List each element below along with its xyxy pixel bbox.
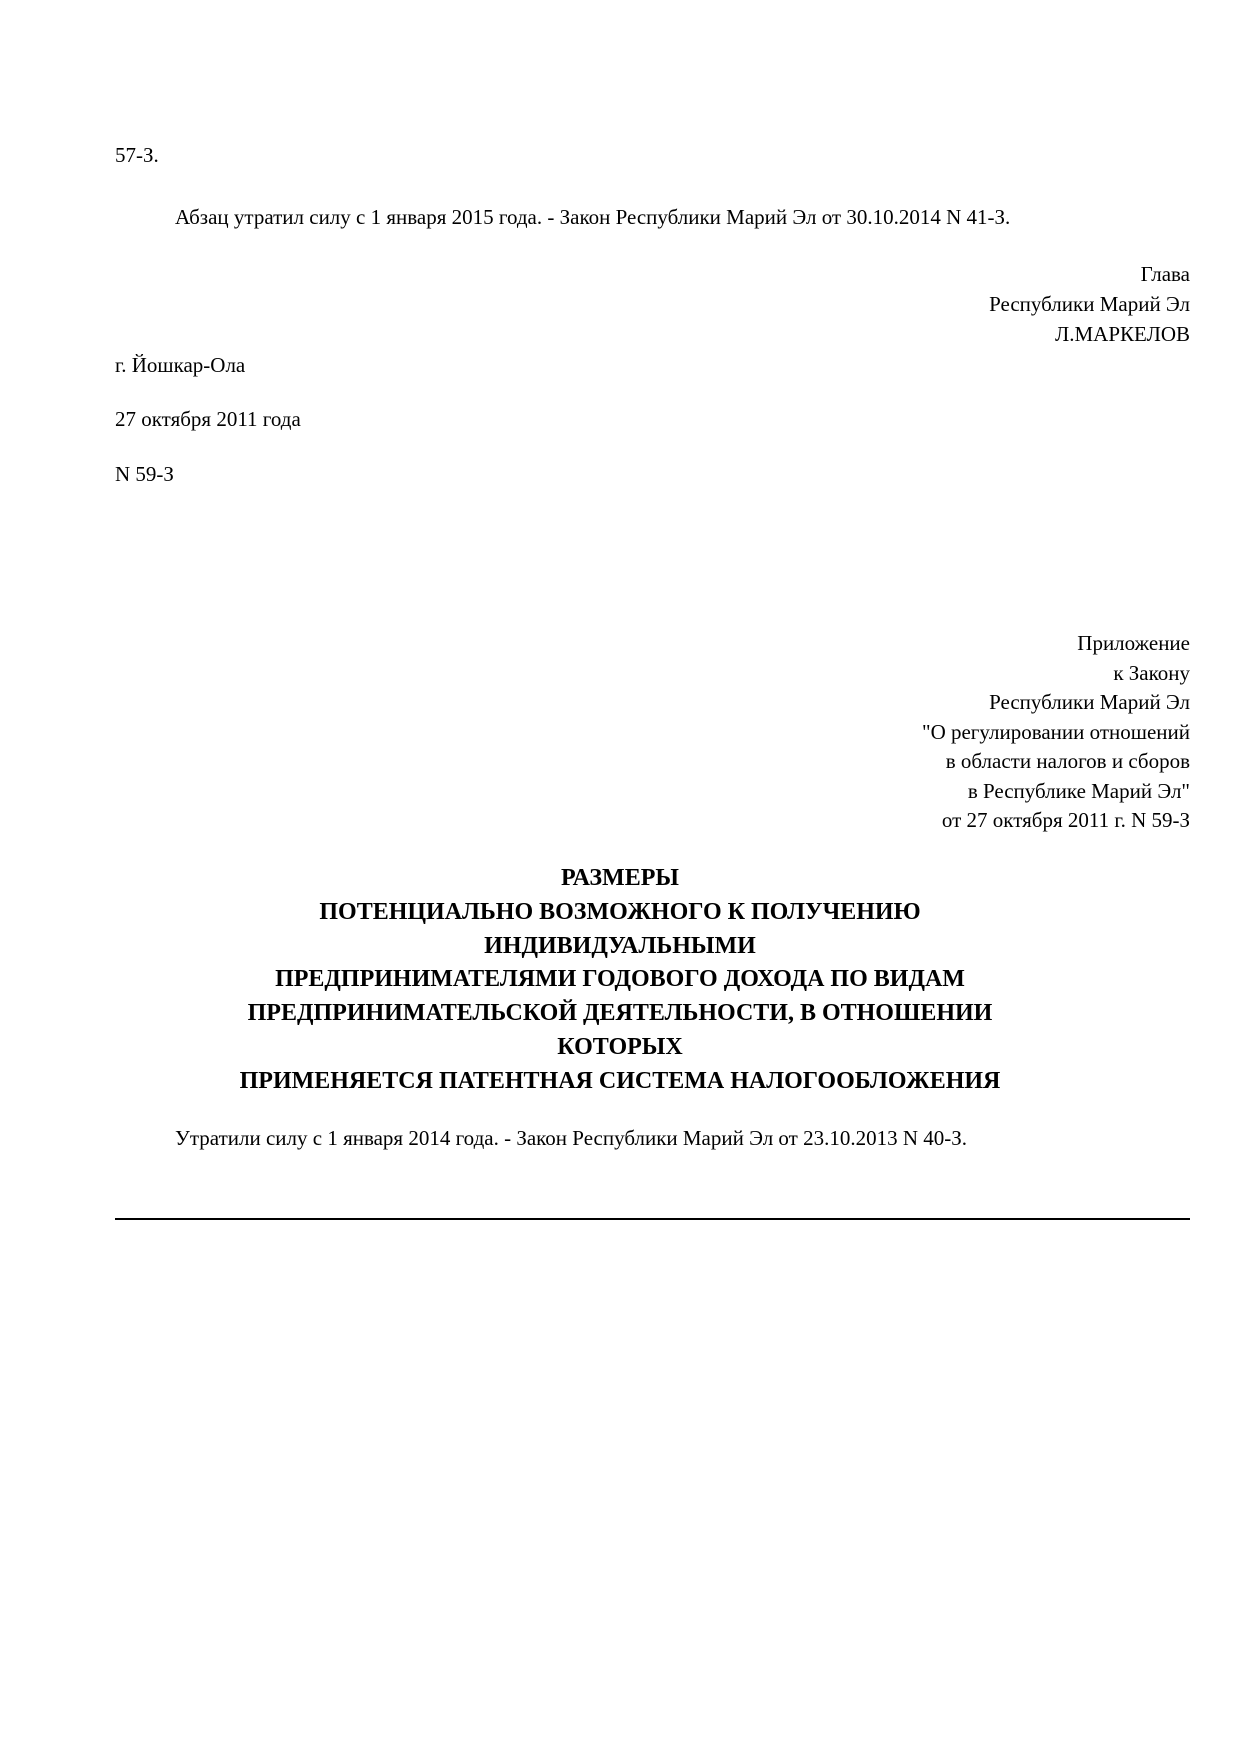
appendix-line: в области налогов и сборов — [945, 749, 1190, 773]
horizontal-rule — [115, 1218, 1190, 1220]
appendix-line: в Республике Марий Эл" — [967, 778, 1190, 803]
signature-name: Л.МАРКЕЛОВ — [1055, 322, 1190, 346]
title-line: РАЗМЕРЫ — [561, 865, 679, 891]
signature-title: Глава — [1140, 262, 1190, 286]
title-line: ПРЕДПРИНИМАТЕЛЯМИ ГОДОВОГО ДОХОДА ПО ВИДАМ — [275, 966, 965, 993]
appendix-line: к Закону — [1113, 660, 1190, 685]
appendix-title — [0, 862, 1240, 1099]
appendix-line: Приложение — [1077, 631, 1190, 655]
signature-region: Республики Марий Эл — [989, 292, 1190, 316]
appendix-line: от 27 октября 2011 г. N 59-З — [941, 808, 1190, 832]
repeal-note-appendix: Утратили силу с 1 января 2014 года. - Закон Республики Марий Эл от 23.10.2013 N 40-З. — [175, 1126, 968, 1150]
signature-block — [989, 259, 1190, 349]
appendix-line: "О регулировании отношений — [922, 719, 1190, 744]
signing-date: 27 октября 2011 года — [115, 407, 301, 431]
title-line: КОТОРЫХ — [557, 1033, 683, 1060]
title-line: ПОТЕНЦИАЛЬНО ВОЗМОЖНОГО К ПОЛУЧЕНИЮ — [319, 898, 921, 925]
place-of-signing: г. Йошкар-Ола — [115, 353, 246, 377]
title-line: ПРЕДПРИНИМАТЕЛЬСКОЙ ДЕЯТЕЛЬНОСТИ, В ОТНОШЕНИИ — [247, 1000, 993, 1027]
law-number: N 59-З — [115, 462, 174, 486]
previous-text-fragment: 57-З. — [115, 143, 159, 167]
title-line: ПРИМЕНЯЕТСЯ ПАТЕНТНАЯ СИСТЕМА НАЛОГООБЛОЖЕНИЯ — [239, 1067, 1001, 1094]
repeal-note-paragraph: Абзац утратил силу с 1 января 2015 года. - Закон Республики Марий Эл от 30.10.2014 N 41-З. — [175, 205, 1011, 229]
appendix-header — [922, 629, 1190, 836]
appendix-line: Республики Марий Эл — [989, 690, 1190, 714]
title-line: ИНДИВИДУАЛЬНЫМИ — [484, 932, 756, 959]
